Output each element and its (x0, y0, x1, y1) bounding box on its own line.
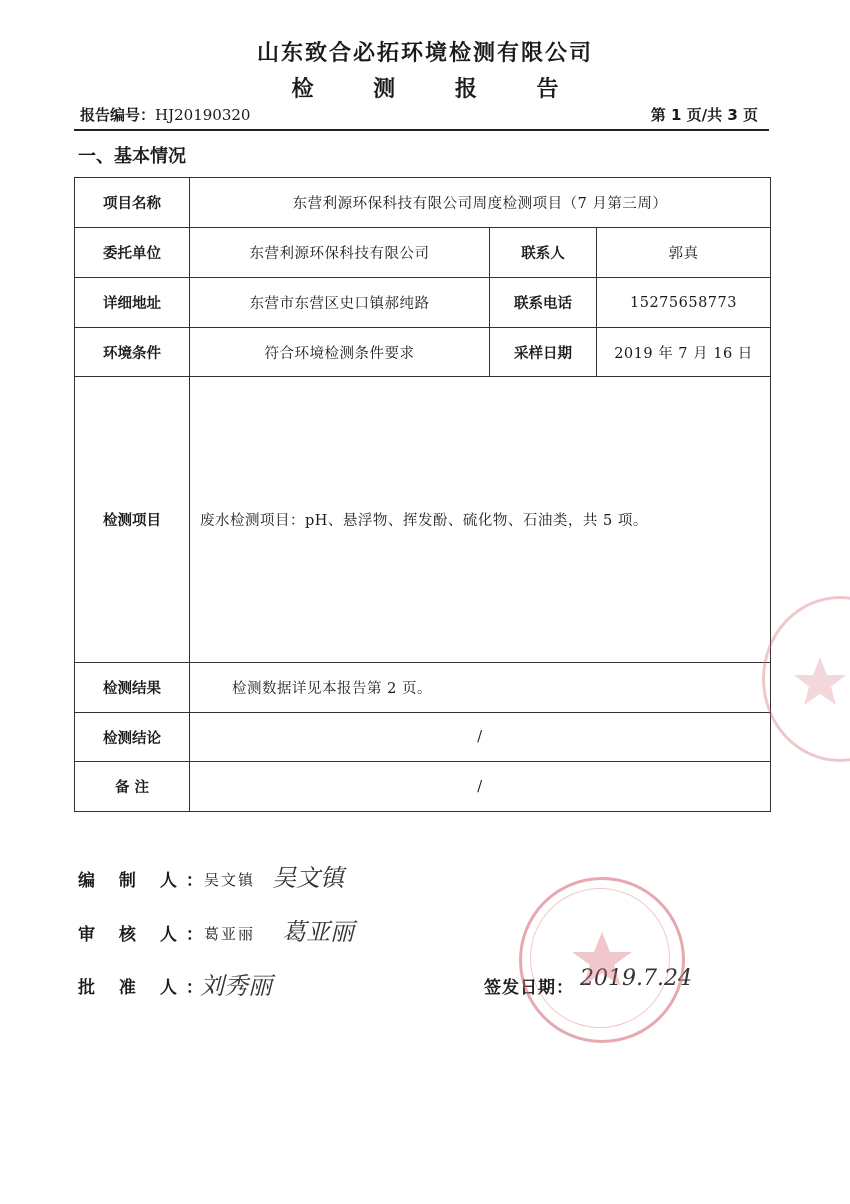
table-row (75, 713, 771, 762)
document-title: 检 测 报 告 (291, 77, 585, 102)
preparer-name: 吴文镇 (204, 871, 256, 889)
basic-info-table (74, 177, 771, 812)
report-number-value: HJ20190320 (155, 106, 251, 124)
preparer-label: 编 制 人： (78, 871, 212, 891)
company-name: 山东致合必拓环境检测有限公司 (256, 41, 593, 66)
remark-label: 备 注 (75, 762, 190, 812)
reviewer-label: 审 核 人： (78, 925, 212, 945)
page-info: 第 1 页/共 3 页 (650, 106, 758, 124)
approver-signature: 刘秀丽 (200, 972, 272, 1000)
reviewer-signature: 葛亚丽 (282, 918, 354, 946)
test-items-label: 检测项目 (75, 377, 190, 663)
table-row (75, 762, 771, 812)
address-value: 东营市东营区史口镇郝纯路 (190, 278, 490, 328)
official-seal-stamp (519, 877, 685, 1043)
table-row (75, 328, 771, 377)
environment-value: 符合环境检测条件要求 (190, 328, 490, 377)
project-name-value: 东营利源环保科技有限公司周度检测项目（7 月第三周） (190, 178, 771, 228)
report-number-label: 报告编号： (80, 106, 156, 124)
report-number (80, 104, 250, 125)
header-rule (74, 129, 769, 131)
preparer-signature: 吴文镇 (272, 864, 344, 892)
result-label: 检测结果 (75, 663, 190, 713)
conclusion-value: / (190, 713, 771, 762)
issue-date-handwritten: 2019.7.24 (580, 966, 692, 991)
table-row (75, 278, 771, 328)
contact-value: 郭真 (597, 228, 771, 278)
client-label: 委托单位 (75, 228, 190, 278)
address-label: 详细地址 (75, 278, 190, 328)
seal-star-icon (765, 599, 850, 759)
test-items-value: 废水检测项目：pH、悬浮物、挥发酚、硫化物、石油类，共 5 项。 (190, 377, 771, 663)
conclusion-label: 检测结论 (75, 713, 190, 762)
contact-label: 联系人 (490, 228, 597, 278)
seal-star-icon (522, 880, 682, 1040)
phone-label: 联系电话 (490, 278, 597, 328)
reviewer-name: 葛亚丽 (204, 925, 256, 943)
environment-label: 环境条件 (75, 328, 190, 377)
project-name-label: 项目名称 (75, 178, 190, 228)
sampling-date-value: 2019 年 7 月 16 日 (597, 328, 771, 377)
table-row (75, 178, 771, 228)
result-value: 检测数据详见本报告第 2 页。 (190, 663, 771, 713)
table-row (75, 377, 771, 663)
client-value: 东营利源环保科技有限公司 (190, 228, 490, 278)
table-row (75, 663, 771, 713)
side-seal-stamp (762, 596, 850, 762)
remark-value: / (190, 762, 771, 812)
table-row (75, 228, 771, 278)
section-title: 一、基本情况 (78, 146, 186, 167)
issue-date-label: 签发日期： (484, 978, 574, 998)
sampling-date-label: 采样日期 (490, 328, 597, 377)
phone-value: 15275658773 (597, 278, 771, 328)
approver-label: 批 准 人： (78, 978, 212, 998)
